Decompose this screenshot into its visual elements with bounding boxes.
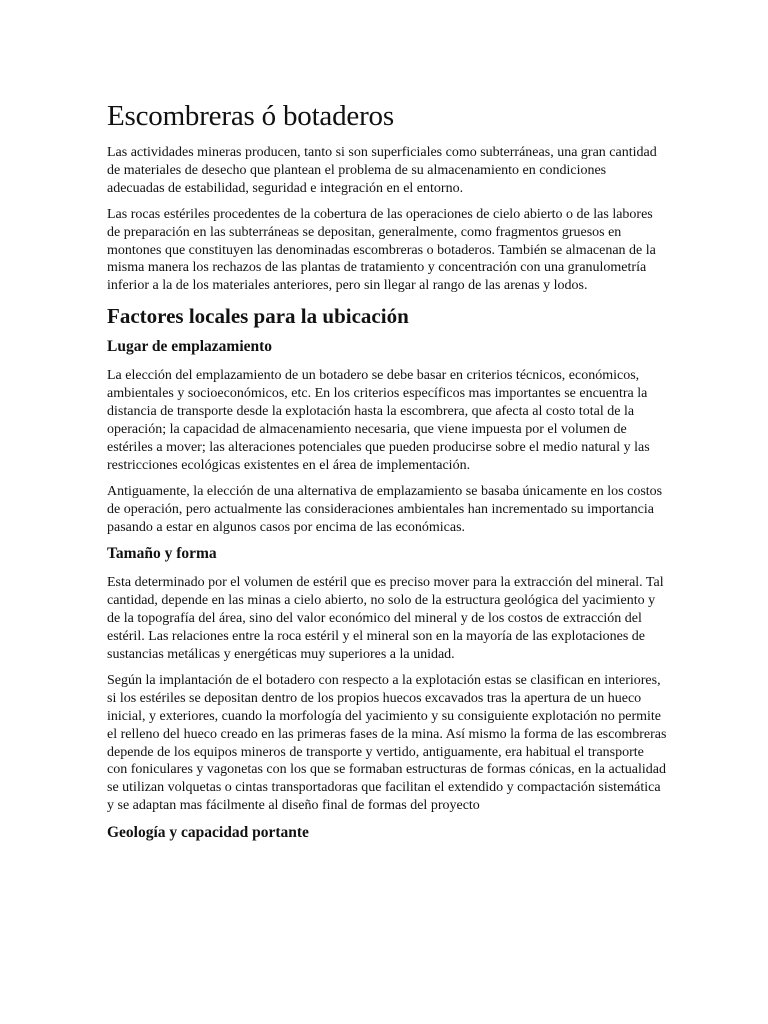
tamano-paragraph-1: Esta determinado por el volumen de estéril que es preciso mover para la extracción del mineral. Tal cantidad, depende en las minas a cielo abierto, no solo de la estructura geológica del yacimiento y de la topografía del área, sino del valor económico del mineral y de los costos de extracción del estéril. Las relaciones entre la roca estéril y el mineral son en la mayoría de las explotaciones de sustancias metálicas y energéticas muy superiores a la unidad. bbox=[107, 575, 664, 663]
emplazamiento-paragraph-1: La elección del emplazamiento de un botadero se debe basar en criterios técnicos, económicos, ambientales y socioeconómicos, etc. En los criterios específicos mas importantes se encuentra la distancia de transporte desde la explotación hasta la escombrera, que afecta al costo total de la operación; la capacidad de almacenamiento necesaria, que viene impuesta por el volumen de estériles a mover; las alteraciones potenciales que pueden producirse sobre el medio natural y las restricciones ecológicas existentes en el área de implementación. bbox=[107, 368, 650, 473]
tamano-paragraph-2: Según la implantación de el botadero con respecto a la explotación estas se clasifican en interiores, si los estériles se depositan dentro de los propios huecos excavados tras la apertura de un hueco inicial, y exteriores, cuando la morfología del yacimiento y su consiguiente explotación no permite el relleno del hueco creado en las primeras fases de la mina. Así mismo la forma de las escombreras depende de los equipos mineros de transporte y vertido, antiguamente, era habitual el transporte con foniculares y vagonetas con los que se formaban estructuras de formas cónicas, en la actualidad se utilizan volquetas o cintas transportadoras que facilitan el extendido y compactación sistemática y se adaptan mas fácilmente al diseño final de formas del proyecto bbox=[107, 672, 667, 814]
intro-paragraph-1: Las actividades mineras producen, tanto si son superficiales como subterráneas, una gran cantidad de materiales de desecho que plantean el problema de su almacenamiento en condiciones adecuadas de estabilidad, seguridad e integración en el entorno. bbox=[107, 145, 657, 196]
document-title: Escombreras ó botaderos bbox=[107, 100, 394, 132]
intro-paragraph-2: Las rocas estériles procedentes de la cobertura de las operaciones de cielo abierto o de las labores de preparación en las subterráneas se depositan, generalmente, como fragmentos gruesos en montones que constituyen las denominadas escombreras o botaderos. También se almacenan de la misma manera los rechazos de las plantas de tratamiento y concentración con una granulometría inferior a la de los materiales anteriores, pero sin llegar al rango de las arenas y lodos. bbox=[107, 206, 656, 294]
subsection-heading-tamano: Tamaño y forma bbox=[107, 545, 217, 563]
section-heading: Factores locales para la ubicación bbox=[107, 304, 409, 329]
subsection-heading-geologia: Geología y capacidad portante bbox=[107, 824, 309, 842]
document-page bbox=[107, 96, 667, 853]
emplazamiento-paragraph-2: Antiguamente, la elección de una alternativa de emplazamiento se basaba únicamente en los costos de operación, pero actualmente las consideraciones ambientales han incrementado su importancia pasando a estar en algunos casos por encima de las económicas. bbox=[107, 483, 663, 535]
subsection-heading-emplazamiento: Lugar de emplazamiento bbox=[107, 338, 273, 356]
